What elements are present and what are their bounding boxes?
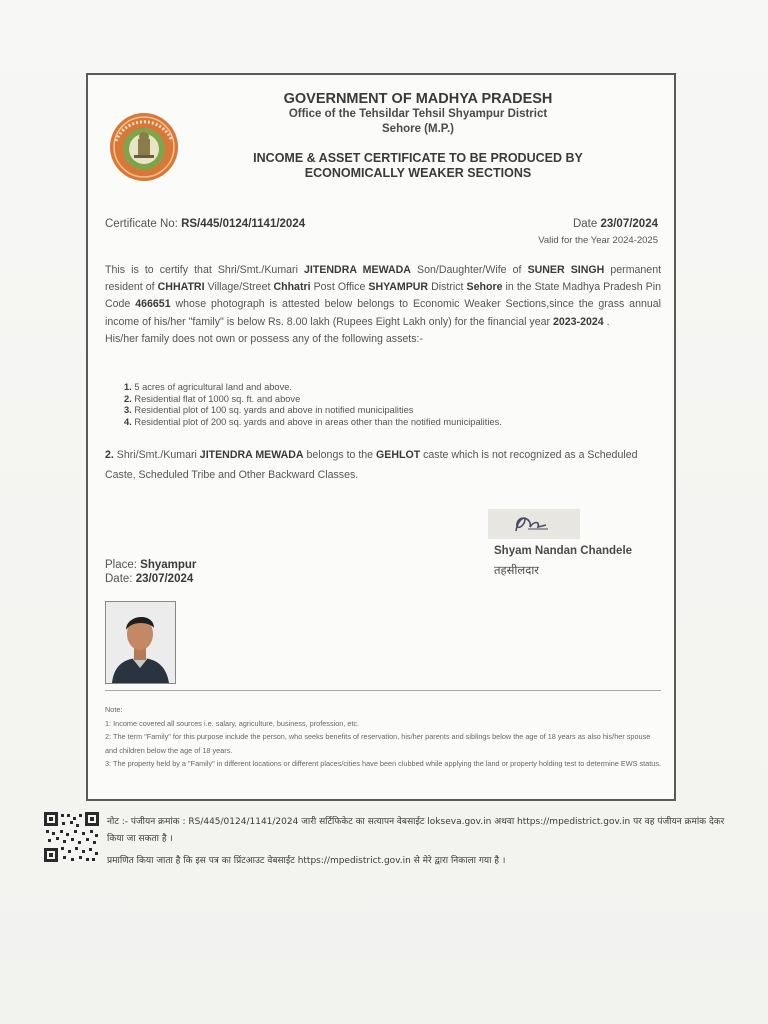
para-text: caste which is not recognized as a Scheduled Caste, Scheduled Tribe and Other Backward Classes. (105, 449, 638, 481)
issue-date-label: Date (572, 218, 598, 230)
para-text: belongs to the (303, 449, 377, 461)
certificate-body (105, 262, 661, 348)
list-number: 2. (124, 393, 132, 404)
list-item (124, 417, 502, 429)
place-line (105, 558, 196, 572)
certificate-frame (86, 73, 676, 801)
printout-note: प्रमाणित किया जाता है कि इस पत्र का प्रिंटआउट वेबसाईट https://mpedistrict.gov.in से मेरे द्वारा निकाला गया है । (107, 856, 506, 866)
place-date-block (105, 558, 196, 586)
list-text: 5 acres of agricultural land and above. (131, 382, 292, 392)
body-text: District (428, 281, 467, 294)
caste-name: GEHLOT (376, 449, 421, 461)
caste-paragraph (105, 445, 661, 485)
divider (105, 690, 661, 691)
village-name: CHHATRI (157, 281, 205, 294)
certificate-number-value: RS/445/0124/1141/2024 (181, 218, 306, 230)
place-value: Shyampur (140, 559, 197, 571)
list-item (124, 382, 502, 394)
applicant-name: JITENDRA MEWADA (304, 264, 411, 276)
para-text: Shri/Smt./Kumari (113, 449, 200, 461)
list-number: 3. (124, 405, 132, 416)
body-text: whose photograph is attested below belongs to Economic Weaker Sections,since the grass annual income of his/her "family" is below Rs. 8.00 lakh (Rupees Eight Lakh only) for the financial year (105, 298, 661, 328)
certificate-title (158, 151, 678, 181)
government-title: GOVERNMENT OF MADHYA PRADESH (283, 91, 553, 107)
date-value: 23/07/2024 (135, 573, 194, 585)
signatory-name: Shyam Nandan Chandele (494, 545, 633, 557)
post-office: SHYAMPUR (368, 281, 429, 294)
district-name: Sehore (466, 281, 503, 294)
asset-list (124, 382, 502, 428)
signature-image (488, 509, 580, 539)
issue-date-value: 23/07/2024 (600, 218, 658, 230)
certificate-title-line2: ECONOMICALLY WEAKER SECTIONS (304, 166, 532, 180)
note-item: 1: Income covered all sources i.e. salary, agriculture, business, profession, etc. (105, 718, 360, 728)
list-number: 1. (124, 382, 132, 392)
body-text: Son/Daughter/Wife of (410, 264, 528, 276)
body-text: in the State Madhya Pradesh Pin Code (105, 281, 661, 311)
note-item: 3: The property held by a "Family" in different locations or different places/cities have been clubbed while applying the land or property holding test to determine EWS status. (105, 759, 662, 768)
notes-section (105, 703, 661, 771)
list-text: Residential plot of 100 sq. yards and above in notified municipalities (131, 405, 414, 416)
body-text: This is to certify that Shri/Smt./Kumari (105, 264, 305, 276)
district-line: Sehore (M.P.) (382, 123, 454, 135)
certificate-number-label: Certificate No: (105, 218, 178, 230)
father-name: SUNER SINGH (527, 264, 605, 276)
certificate-title-line1: INCOME & ASSET CERTIFICATE TO BE PRODUCED BY (253, 151, 583, 165)
list-item (124, 394, 502, 406)
list-text: Residential plot of 200 sq. yards and above in areas other than the notified municipalities. (131, 416, 502, 427)
body-text: Village/Street (204, 281, 274, 294)
body-text: Post Office (310, 281, 369, 294)
signature-stroke-icon (488, 509, 580, 539)
issue-date (573, 218, 658, 230)
assets-intro: His/her family does not own or possess any of the following assets:- (105, 332, 423, 345)
street-name: Chhatri (273, 281, 311, 294)
financial-year: 2023-2024 (552, 315, 604, 328)
qr-code-icon (44, 812, 99, 862)
applicant-photo (105, 601, 176, 684)
body-text: permanent resident of (105, 264, 662, 294)
person-photo-icon (106, 602, 175, 683)
applicant-name: JITENDRA MEWADA (199, 449, 304, 461)
body-text: . (603, 315, 610, 328)
para-number: 2. (105, 449, 114, 461)
pin-code: 466651 (135, 298, 171, 311)
office-line: Office of the Tehsildar Tehsil Shyampur District (288, 108, 548, 120)
signatory-title: तहसीलदार (494, 563, 539, 577)
note-item: 2: The term "Family" for this purpose include the person, who seeks benefits of reservation, his/her parents and siblings below the age of 18 years as also his/her spouse and children below the age of 18 years. (105, 732, 651, 755)
date-label: Date: (105, 573, 133, 585)
list-item (124, 405, 502, 417)
list-text: Residential flat of 1000 sq. ft. and above (131, 393, 301, 404)
validity-line: Valid for the Year 2024-2025 (538, 235, 658, 246)
verification-note: नोट :- पंजीयन क्रमांक : RS/445/0124/1141/2024 जारी सर्टिफिकेट का सत्यापन वेबसाईट lokseva.gov.in अथवा https://mpedistrict.gov.in पर वह पंजीयन क्रमांक देकर किया जा सकता है । (107, 817, 725, 844)
place-label: Place: (105, 559, 137, 571)
certificate-number (105, 218, 305, 230)
notes-heading: Note: (105, 705, 123, 714)
date-line (105, 572, 196, 586)
list-number: 4. (124, 416, 132, 427)
